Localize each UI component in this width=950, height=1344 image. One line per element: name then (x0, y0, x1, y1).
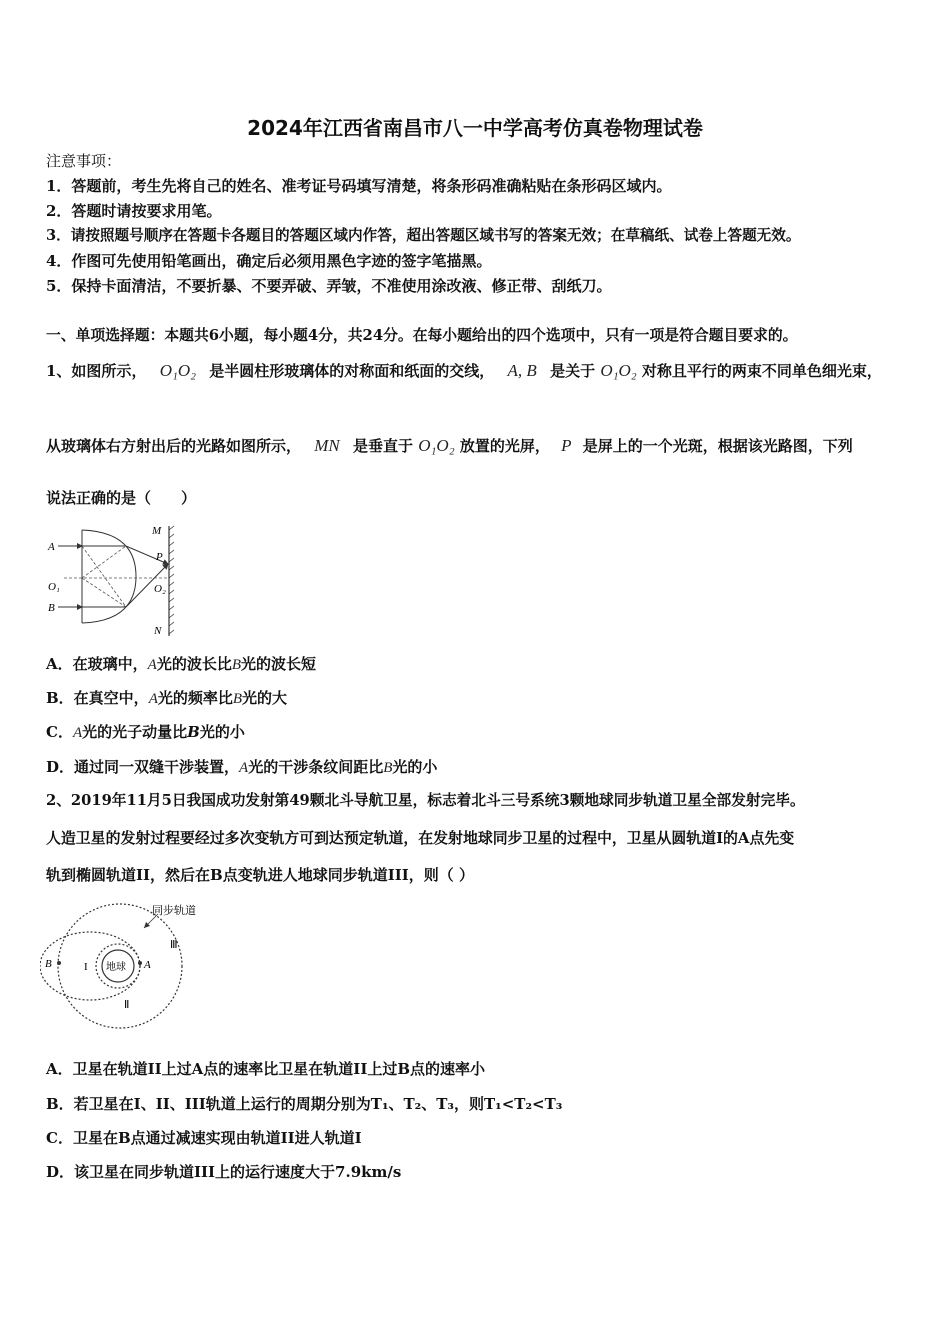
note-item-5: 5．保持卡面清洁，不要折暴、不要弄破、弄皱，不准使用涂改液、修正带、刮纸刀。 (46, 277, 612, 295)
note-item-3: 3．请按照题号顺序在答题卡各题目的答题区域内作答，超出答题区域书写的答案无效；在草稿纸、试卷上答题无效。 (46, 227, 801, 244)
q2-option-a: A．卫星在轨道II上过A点的速率比卫星在轨道II上过B点的速率小 (46, 1060, 486, 1078)
q2-option-d: D．该卫星在同步轨道III上的运行速度大于7.9km/s (46, 1163, 402, 1181)
q2-line-1: 2、2019年11月5日我国成功发射第49颗北斗导航卫星，标志着北斗三号系统3颗地球同步轨道卫星全部发射完毕。 (46, 792, 805, 809)
q1-option-a: A．在玻璃中，A光的波长比B光的波长短 (46, 655, 317, 673)
q2-option-b: B．若卫星在I、II、III轨道上运行的周期分别为T₁、T₂、T₃，则T₁<T₂<T₃ (46, 1095, 563, 1113)
q2-orbit-figure (40, 896, 220, 1032)
fig2-label-a: A (144, 959, 151, 971)
q1-option-c: C．A光的光子动量比B光的小 (46, 723, 245, 741)
q1-line-3: 说法正确的是（ ） (46, 489, 197, 507)
q2-option-c: C．卫星在B点通过减速实现由轨道II进人轨道I (46, 1129, 362, 1147)
fig1-label-n: N (154, 625, 162, 637)
notes-heading: 注意事项： (46, 152, 122, 170)
fig2-label-i: I (84, 961, 88, 973)
page-title: 2024年江西省南昌市八一中学高考仿真卷物理试卷 (247, 116, 703, 140)
q1-optics-figure (44, 520, 184, 640)
fig2-label-sync: 同步轨道 (152, 905, 196, 917)
q1-line-1: 1、如图所示， O₁O₂ 是半圆柱形玻璃体的对称面和纸面的交线， A, B 是关于 O₁O₂ 对称且平行的两束不同单色细光束， (46, 361, 882, 380)
fig2-label-b: B (45, 958, 52, 970)
note-item-1: 1．答题前，考生先将自己的姓名、准考证号码填写清楚，将条形码准确粘贴在条形码区域内。 (46, 177, 672, 195)
q2-line-2: 人造卫星的发射过程要经过多次变轨方可到达预定轨道，在发射地球同步卫星的过程中，卫星从圆轨道I的A点先变 (46, 829, 795, 847)
fig1-label-o1: O₁ (48, 581, 60, 593)
fig1-label-b: B (48, 602, 55, 614)
fig2-label-earth: 地球 (106, 962, 126, 973)
note-item-2: 2．答题时请按要求用笔。 (46, 202, 222, 220)
fig2-label-ii: Ⅱ (124, 999, 130, 1011)
fig1-label-o2: O₂ (154, 583, 166, 595)
q2-line-3: 轨到椭圆轨道II，然后在B点变轨进人地球同步轨道III，则（ ） (46, 866, 474, 884)
fig1-label-p: P (156, 551, 163, 563)
q1-option-b: B．在真空中，A光的频率比B光的大 (46, 689, 288, 707)
q1-option-d: D．通过同一双缝干涉装置，A光的干涉条纹间距比B光的小 (46, 758, 438, 776)
section-heading: 一、单项选择题：本题共6小题，每小题4分，共24分。在每小题给出的四个选项中，只有一项是符合题目要求的。 (46, 327, 798, 344)
note-item-4: 4．作图可先使用铅笔画出，确定后必须用黑色字迹的签字笔描黑。 (46, 252, 492, 270)
fig1-label-a: A (48, 541, 55, 553)
q1-line-2: 从玻璃体右方射出后的光路如图所示， MN 是垂直于 O₁O₂ 放置的光屏， P 是屏上的一个光斑，根据该光路图，下列 (46, 436, 853, 455)
fig1-label-m: M (152, 525, 162, 537)
fig2-label-iii: Ⅲ (170, 939, 178, 951)
